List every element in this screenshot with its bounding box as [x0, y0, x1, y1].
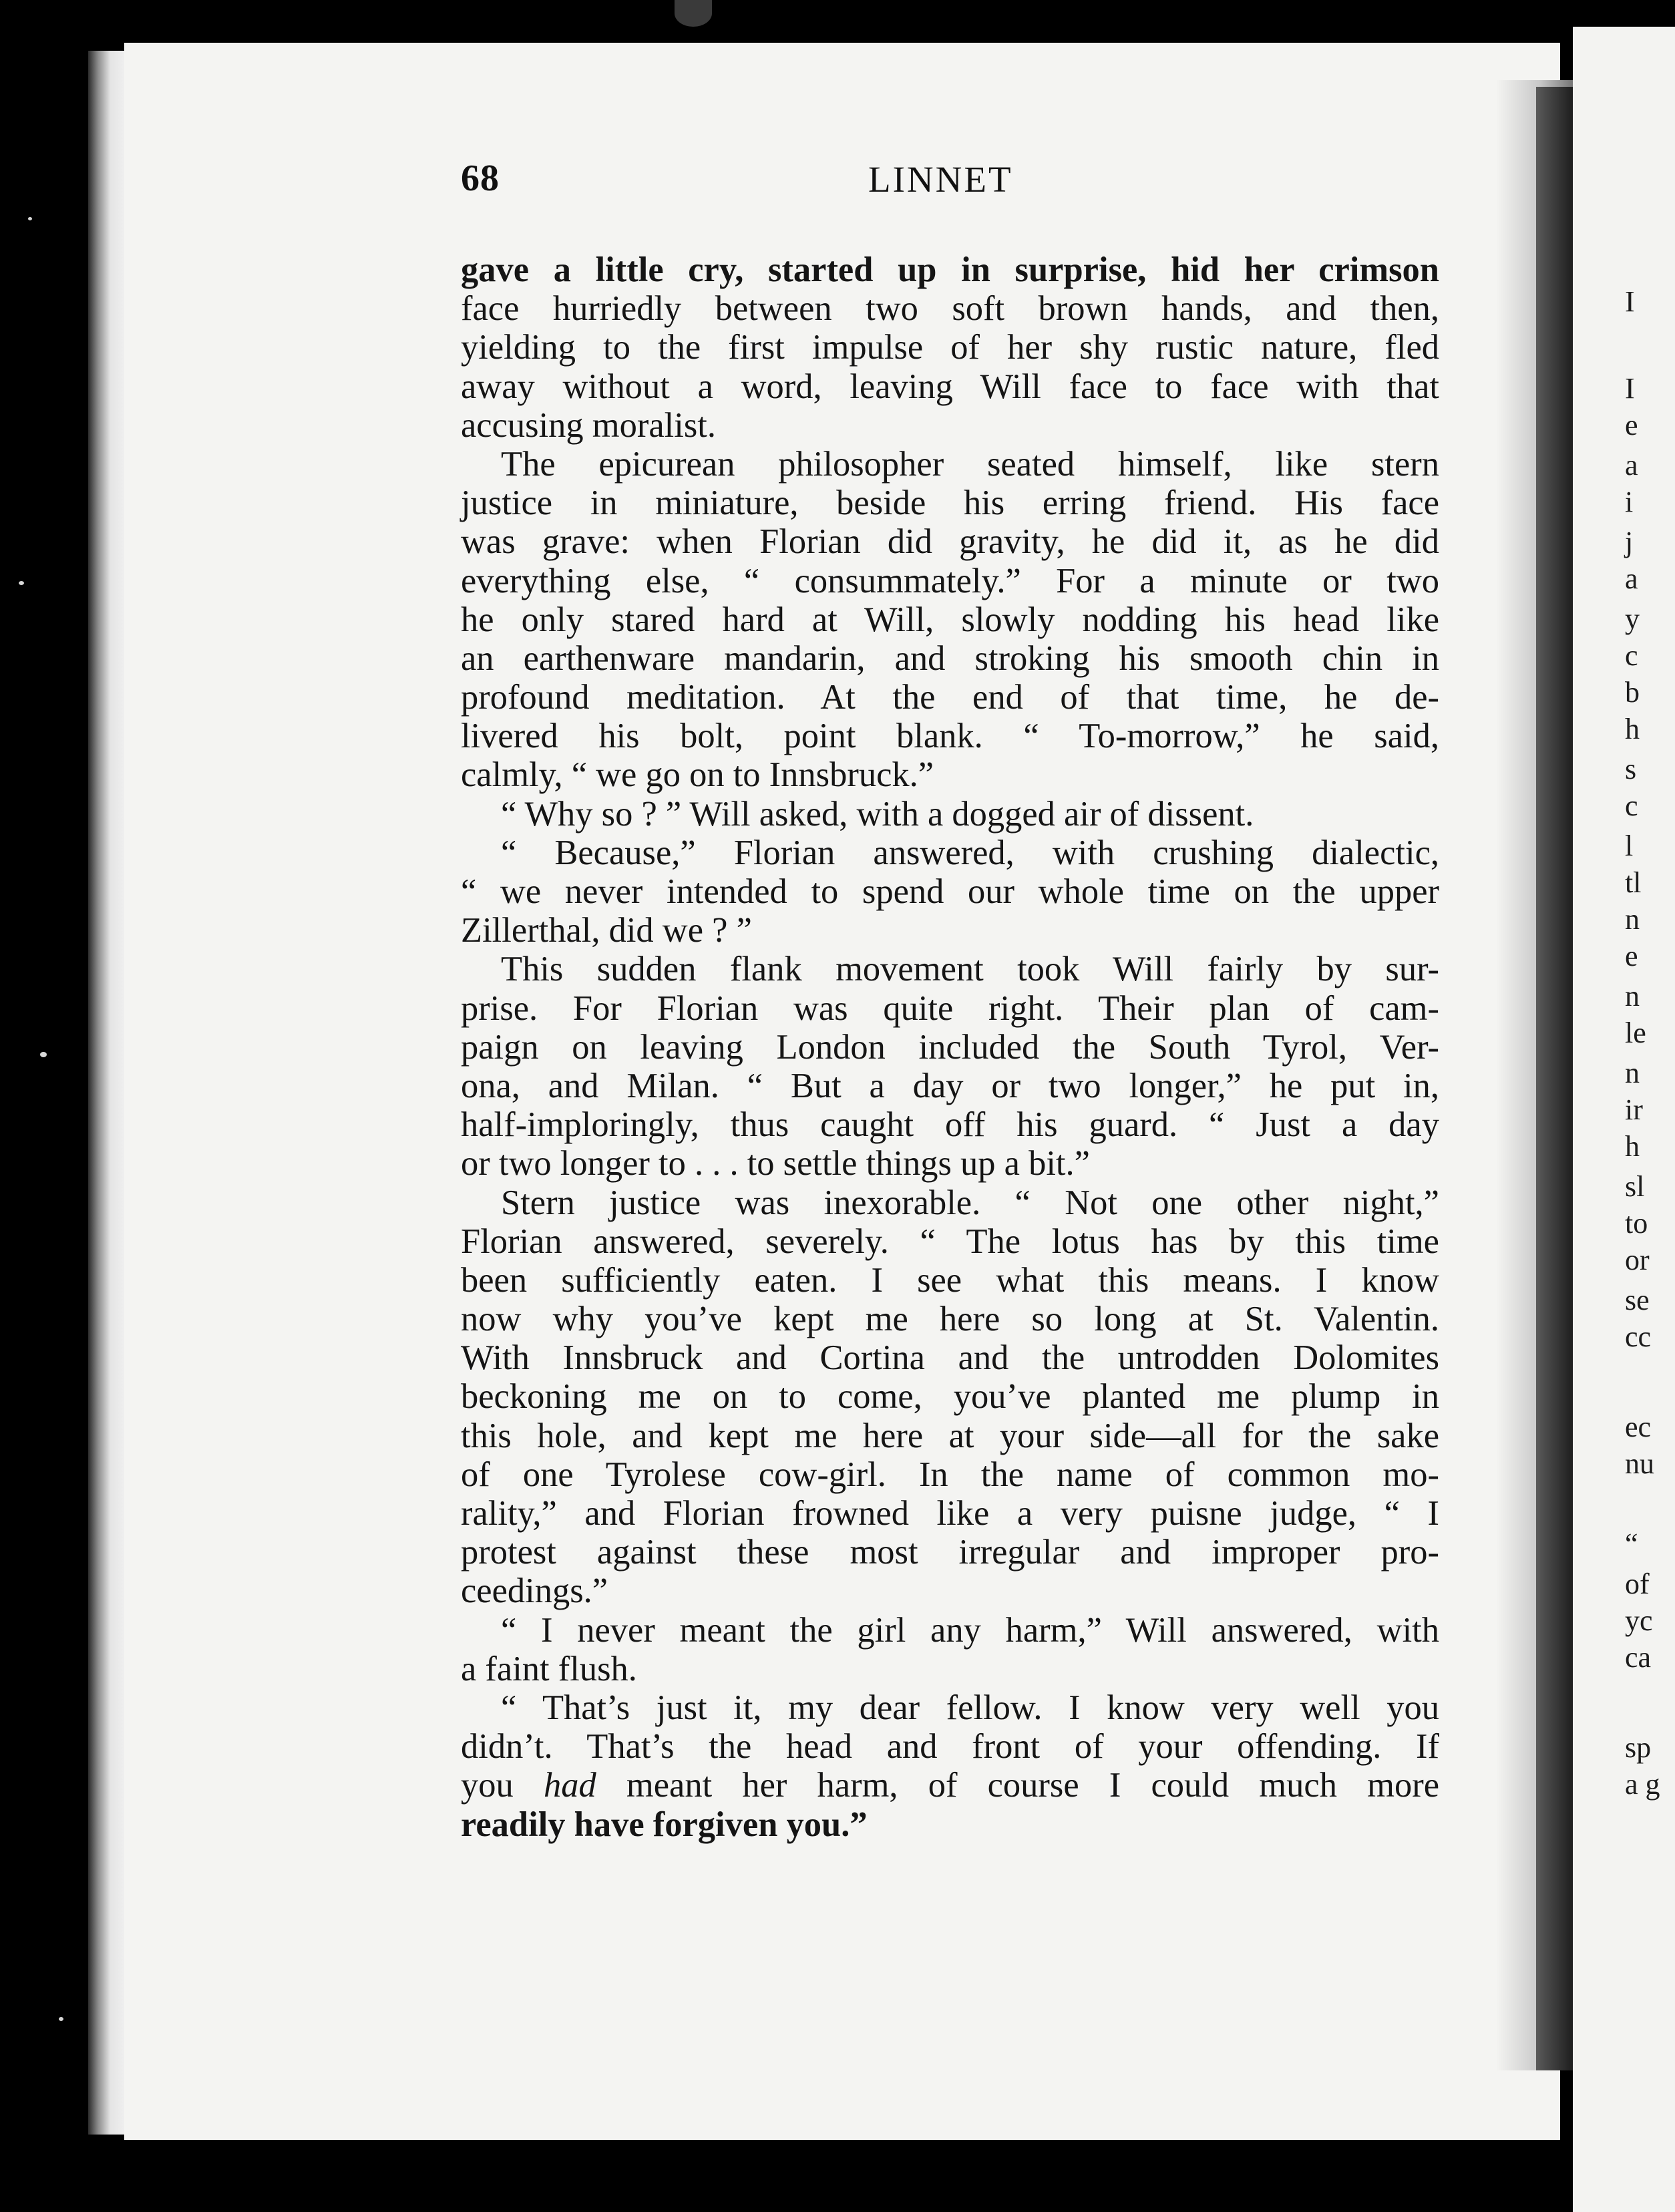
text-run: you [461, 1766, 514, 1805]
text-line: didn’t. That’s the head and front of your offending. If [461, 1727, 1439, 1767]
facing-page-fragment: l [1625, 830, 1634, 862]
facing-page-fragment: sp [1625, 1731, 1652, 1764]
text-line: Florian answered, severely. “ The lotus has by this time [461, 1222, 1439, 1261]
emphasis-text: had [543, 1766, 596, 1805]
facing-page-fragment: n [1625, 980, 1640, 1012]
body-text [461, 250, 1439, 1844]
running-head [461, 157, 1443, 210]
text-line: yielding to the first impulse of her shy rustic nature, fled [461, 328, 1439, 367]
facing-page-fragment: y [1625, 602, 1640, 635]
text-line: With Innsbruck and Cortina and the untrodden Dolomites [461, 1338, 1439, 1378]
facing-page-fragment: a [1625, 449, 1638, 482]
text-line: accusing moralist. [461, 405, 716, 445]
text-line: profound meditation. At the end of that time, he de- [461, 678, 1439, 717]
facing-page-fragment: or [1625, 1244, 1650, 1276]
text-line: livered his bolt, point blank. “ To-morrow,” he said, [461, 717, 1439, 756]
text-line: rality,” and Florian frowned like a very puisne judge, “ I [461, 1494, 1439, 1533]
text-line: paign on leaving London included the South Tyrol, Ver- [461, 1027, 1439, 1067]
facing-page-fragment: se [1625, 1284, 1650, 1316]
text-line: or two longer to . . . to settle things up a bit.” [461, 1144, 1090, 1183]
facing-page-fragment: yc [1625, 1604, 1653, 1637]
text-line: prise. For Florian was quite right. Their plan of cam- [461, 988, 1439, 1028]
text-line [461, 1766, 1439, 1805]
text-line: was grave: when Florian did gravity, he did it, as he did [461, 522, 1439, 562]
facing-page-fragment: tl [1625, 866, 1642, 899]
text-line: “ That’s just it, my dear fellow. I know very well you [501, 1688, 1439, 1727]
text-line: face hurriedly between two soft brown hands, and then, [461, 289, 1439, 329]
facing-page-fragment: cc [1625, 1320, 1652, 1353]
facing-page-fragment: “ [1625, 1527, 1638, 1560]
facing-page-fragment: le [1625, 1017, 1646, 1049]
text-line: Zillerthal, did we ? ” [461, 911, 752, 950]
facing-page-fragment: I [1625, 372, 1635, 405]
dust-speck [19, 581, 24, 585]
page-number: 68 [461, 158, 500, 199]
facing-page-fragment: of [1625, 1568, 1650, 1600]
page-edge-left [88, 51, 128, 2135]
text-line: beckoning me on to come, you’ve planted me plump in [461, 1377, 1439, 1417]
text-line: ceedings.” [461, 1572, 608, 1611]
text-line: of one Tyrolese cow-girl. In the name of common mo- [461, 1455, 1439, 1494]
facing-page-fragment: ir [1625, 1093, 1643, 1126]
film-blot [675, 0, 712, 27]
text-line: this hole, and kept me here at your side—all for the sake [461, 1416, 1439, 1455]
dust-speck [40, 1052, 47, 1057]
facing-page-fragment: e [1625, 940, 1638, 972]
facing-page-fragment: b [1625, 676, 1640, 709]
text-line: “ Because,” Florian answered, with crushing dialectic, [501, 833, 1439, 872]
text-line: ona, and Milan. “ But a day or two longer,” he put in, [461, 1066, 1439, 1105]
text-line: Stern justice was inexorable. “ Not one other night,” [501, 1183, 1439, 1222]
facing-page-fragment: n [1625, 1057, 1640, 1089]
facing-page-fragment: n [1625, 903, 1640, 936]
text-line: everything else, “ consummately.” For a minute or two [461, 561, 1439, 600]
facing-page-fragment: c [1625, 789, 1638, 822]
facing-page-fragment: a g [1625, 1768, 1660, 1801]
text-line: justice in miniature, beside his erring friend. His face [461, 484, 1439, 523]
text-line: a faint flush. [461, 1649, 637, 1688]
dust-speck [59, 2017, 63, 2021]
facing-page-fragment: h [1625, 713, 1640, 745]
facing-page-fragment: e [1625, 409, 1638, 441]
dust-speck [28, 217, 32, 220]
facing-page-fragment: I [1625, 285, 1635, 318]
running-title: LINNET [868, 159, 1013, 200]
text-line: calmly, “ we go on to Innsbruck.” [461, 755, 934, 795]
text-line: gave a little cry, started up in surprise, hid her crimson [461, 250, 1439, 289]
text-line: “ we never intended to spend our whole time on the upper [461, 872, 1439, 911]
facing-page-fragment: a [1625, 562, 1638, 595]
text-line: The epicurean philosopher seated himself, like stern [501, 444, 1439, 484]
text-line: readily have forgiven you.” [461, 1805, 868, 1844]
text-line: an earthenware mandarin, and stroking his smooth chin in [461, 638, 1439, 678]
text-line: now why you’ve kept me here so long at St. Valentin. [461, 1300, 1439, 1339]
facing-page-fragment: c [1625, 639, 1638, 672]
facing-page-fragment: ca [1625, 1641, 1652, 1674]
facing-page-fragment: nu [1625, 1447, 1654, 1480]
text-line: half-imploringly, thus caught off his guard. “ Just a day [461, 1105, 1439, 1145]
book-gutter [1536, 87, 1573, 2070]
text-line: “ I never meant the girl any harm,” Will answered, with [501, 1610, 1439, 1650]
facing-page-fragment: ec [1625, 1411, 1652, 1443]
facing-page-fragment: sl [1625, 1170, 1645, 1203]
facing-page-fragment: s [1625, 753, 1637, 785]
facing-page-fragment: i [1625, 486, 1634, 518]
text-line: been sufficiently eaten. I see what this means. I know [461, 1260, 1439, 1300]
text-line: This sudden flank movement took Will fairly by sur- [501, 950, 1439, 989]
text-line: away without a word, leaving Will face to face with that [461, 367, 1439, 406]
facing-page-fragment: j [1625, 526, 1634, 558]
text-line: protest against these most irregular and improper pro- [461, 1533, 1439, 1572]
facing-page-fragment: h [1625, 1130, 1640, 1163]
facing-page [1573, 27, 1675, 2212]
text-run: meant her harm, of course I could much more [626, 1766, 1440, 1805]
facing-page-fragment: to [1625, 1207, 1648, 1240]
text-line: he only stared hard at Will, slowly nodding his head like [461, 600, 1439, 639]
text-line: “ Why so ? ” Will asked, with a dogged air of dissent. [501, 794, 1254, 834]
